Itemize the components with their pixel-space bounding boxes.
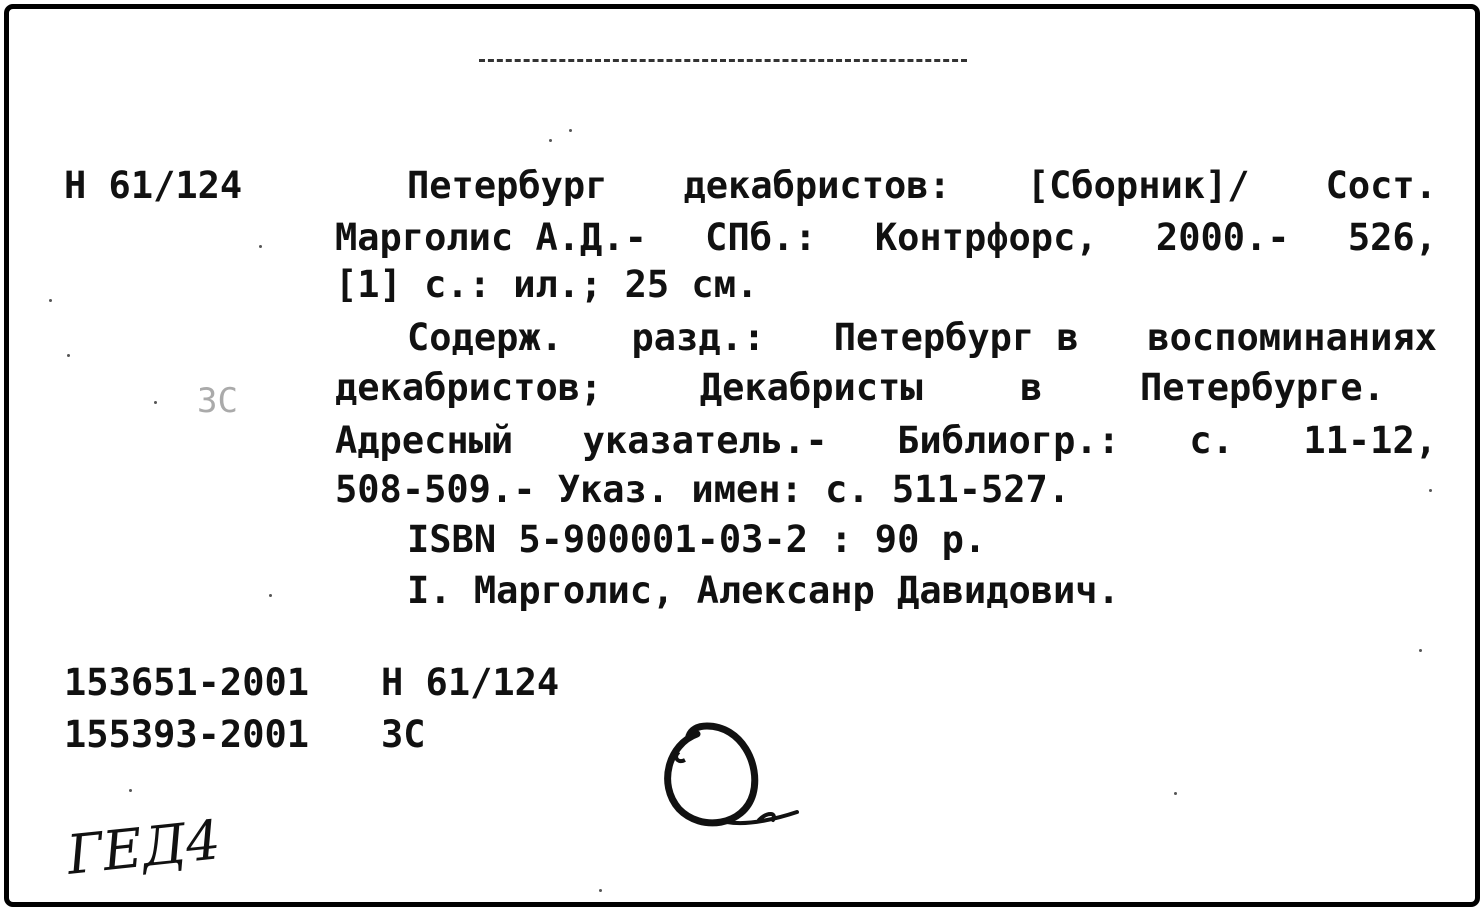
contents-line-4: 508-509.- Указ. имен: с. 511-527. xyxy=(335,468,1071,511)
dust-speck xyxy=(49,299,52,302)
title-word: Контрфорс, xyxy=(874,216,1098,259)
dust-speck xyxy=(67,354,70,357)
ink-circle-stamp xyxy=(649,714,809,834)
contents-word: Адресный xyxy=(335,419,514,462)
title-line-1 xyxy=(407,164,1437,207)
dust-speck xyxy=(599,889,602,892)
contents-line-2 xyxy=(335,366,1385,409)
top-rule xyxy=(479,59,967,62)
contents-word: Петербург в xyxy=(833,316,1079,359)
contents-word: Декабристы xyxy=(699,366,923,409)
contents-word: с. xyxy=(1189,419,1234,462)
holding-inventory: 153651-2001 xyxy=(64,661,310,704)
holding-location: ЗС xyxy=(381,713,426,756)
title-word: 2000.- xyxy=(1155,216,1290,259)
dust-speck xyxy=(1419,649,1422,652)
contents-word: Содерж. xyxy=(407,316,563,359)
title-line-2 xyxy=(335,216,1437,259)
title-line-3: [1] с.: ил.; 25 см. xyxy=(335,263,759,306)
dust-speck xyxy=(549,139,552,142)
added-entry: I. Марголис, Алексанр Давидович. xyxy=(407,569,1120,612)
dust-speck xyxy=(1174,792,1177,795)
title-word: Марголис А.Д.- xyxy=(335,216,647,259)
dust-speck xyxy=(1429,489,1432,492)
holding-location: Н 61/124 xyxy=(381,661,560,704)
contents-word: Петербурге. xyxy=(1139,366,1385,409)
contents-line-3 xyxy=(335,419,1437,462)
contents-line-1 xyxy=(407,316,1437,359)
dust-speck xyxy=(154,401,157,404)
contents-word: Библиогр.: xyxy=(897,419,1120,462)
handwritten-note: ГЕД4 xyxy=(64,808,224,887)
call-number: Н 61/124 xyxy=(64,164,243,207)
isbn-line: ISBN 5-900001-03-2 : 90 р. xyxy=(407,518,987,561)
faint-side-mark: ЗС xyxy=(197,381,238,421)
contents-word: в xyxy=(1020,366,1043,409)
catalog-card xyxy=(4,4,1480,907)
title-word: 526, xyxy=(1347,216,1437,259)
title-word: СПб.: xyxy=(705,216,817,259)
dust-speck xyxy=(269,594,272,597)
title-word: декабристов: xyxy=(683,164,951,207)
contents-word: 11-12, xyxy=(1303,419,1437,462)
title-word: [Сборник]/ xyxy=(1026,164,1250,207)
title-word: Петербург xyxy=(407,164,608,207)
contents-word: декабристов; xyxy=(335,366,603,409)
title-word: Сост. xyxy=(1325,164,1437,207)
dust-speck xyxy=(569,129,572,132)
contents-word: разд.: xyxy=(631,316,766,359)
holding-inventory: 155393-2001 xyxy=(64,713,310,756)
dust-speck xyxy=(259,245,262,248)
contents-word: воспоминаниях xyxy=(1147,316,1437,359)
dust-speck xyxy=(129,789,132,792)
contents-word: указатель.- xyxy=(582,419,828,462)
